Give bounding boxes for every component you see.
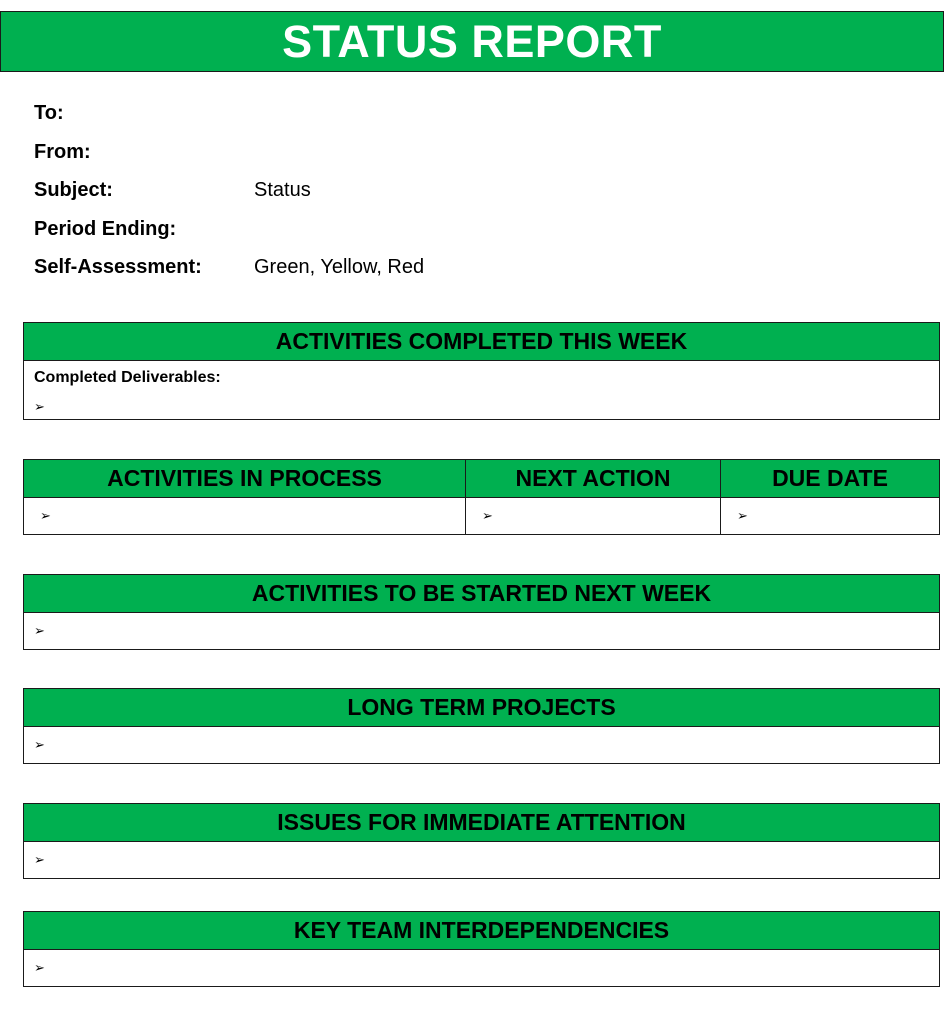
section-completed-body[interactable] [24,361,939,420]
section-issues-title: ISSUES FOR IMMEDIATE ATTENTION [24,804,939,842]
title-banner [0,11,944,72]
to-label: To: [34,102,64,124]
section-completed [23,322,940,420]
subject-value[interactable]: Status [254,179,311,201]
section-completed-title: ACTIVITIES COMPLETED THIS WEEK [24,323,939,361]
period-label: Period Ending: [34,217,177,240]
in-process-column [24,460,466,534]
section-interdependencies-body[interactable] [24,950,939,987]
due-date-title: DUE DATE [721,460,939,498]
due-date-column [721,460,939,534]
due-date-cell[interactable] [721,498,939,534]
bullet-arrow-icon: ➢ [34,852,45,867]
bullet-arrow-icon: ➢ [34,737,45,752]
bullet-arrow-icon: ➢ [34,399,45,414]
section-in-process [23,459,940,535]
section-next-week-title: ACTIVITIES TO BE STARTED NEXT WEEK [24,575,939,613]
bullet-arrow-icon: ➢ [40,508,51,523]
completed-deliverables-label: Completed Deliverables: [34,369,221,386]
in-process-cell[interactable] [24,498,465,534]
section-interdependencies-title: KEY TEAM INTERDEPENDENCIES [24,912,939,950]
section-issues-body[interactable] [24,842,939,879]
next-action-column [466,460,721,534]
section-next-week-body[interactable] [24,613,939,650]
bullet-arrow-icon: ➢ [482,508,493,523]
bullet-arrow-icon: ➢ [34,960,45,975]
section-long-term-body[interactable] [24,727,939,764]
bullet-arrow-icon: ➢ [737,508,748,523]
page-title: STATUS REPORT [282,15,662,67]
bullet-arrow-icon: ➢ [34,623,45,638]
assessment-label: Self-Assessment: [34,256,202,278]
assessment-value[interactable]: Green, Yellow, Red [254,256,425,278]
subject-label: Subject: [34,179,113,201]
section-next-week [23,574,940,650]
section-long-term [23,688,940,764]
from-label: From: [34,140,91,163]
next-action-cell[interactable] [466,498,720,534]
section-interdependencies [23,911,940,987]
next-action-title: NEXT ACTION [466,460,720,498]
in-process-title: ACTIVITIES IN PROCESS [24,460,465,498]
section-issues [23,803,940,879]
section-long-term-title: LONG TERM PROJECTS [24,689,939,727]
